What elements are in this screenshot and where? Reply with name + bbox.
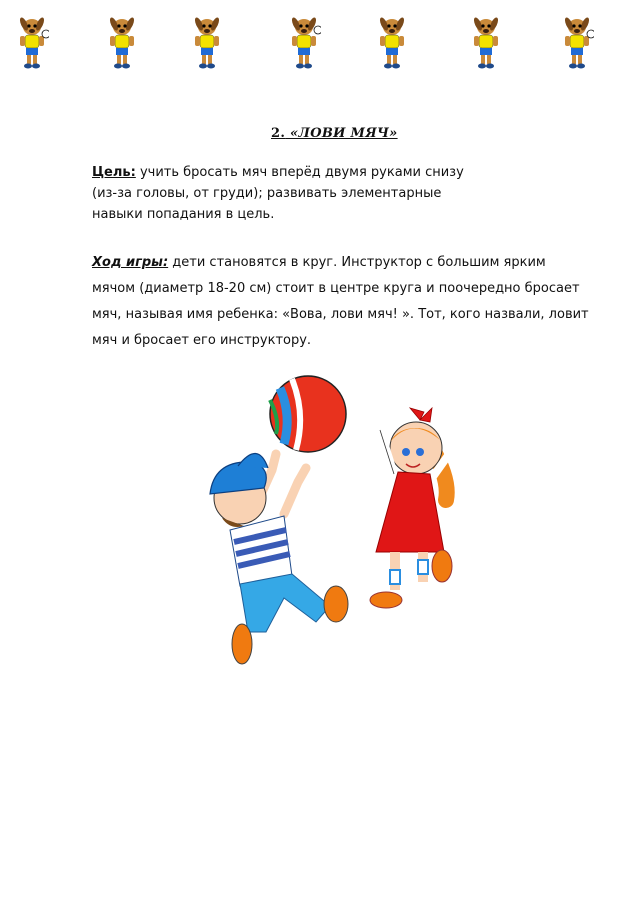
dog-footballer-icon bbox=[375, 12, 409, 70]
ball-icon bbox=[270, 376, 346, 452]
game-title bbox=[271, 126, 398, 141]
goal-paragraph bbox=[92, 162, 532, 225]
dog-footballer-icon bbox=[105, 12, 139, 70]
children-playing-illustration bbox=[180, 370, 480, 680]
goal-line: учить бросать мяч вперёд двумя руками снизу bbox=[139, 165, 464, 180]
title-number: 2. bbox=[271, 126, 286, 141]
dog-footballer-icon bbox=[287, 12, 321, 70]
goal-line: навыки попадания в цель. bbox=[92, 207, 275, 222]
dog-footballer-icon bbox=[469, 12, 503, 70]
girl-figure-icon bbox=[370, 408, 458, 608]
dog-footballer-icon bbox=[15, 12, 49, 70]
boy-figure-icon bbox=[210, 453, 348, 664]
dog-footballer-icon bbox=[190, 12, 224, 70]
title-name: «ЛОВИ МЯЧ» bbox=[290, 126, 398, 141]
goal-label: Цель: bbox=[92, 165, 136, 180]
game-text: дети становятся в круг. Инструктор с большим ярким мячом (диаметр 18-20 см) стоит в центре круга и поочередно бросает мяч, называя имя ребенка: «Вова, лови мяч! ». Тот, кого назвали, ловит мяч и бросает его инструктору. bbox=[92, 255, 589, 348]
goal-line: (из-за головы, от груди); развивать элементарные bbox=[92, 186, 442, 201]
dog-footballer-icon bbox=[560, 12, 594, 70]
game-label: Ход игры: bbox=[92, 255, 169, 270]
game-description bbox=[92, 250, 592, 354]
